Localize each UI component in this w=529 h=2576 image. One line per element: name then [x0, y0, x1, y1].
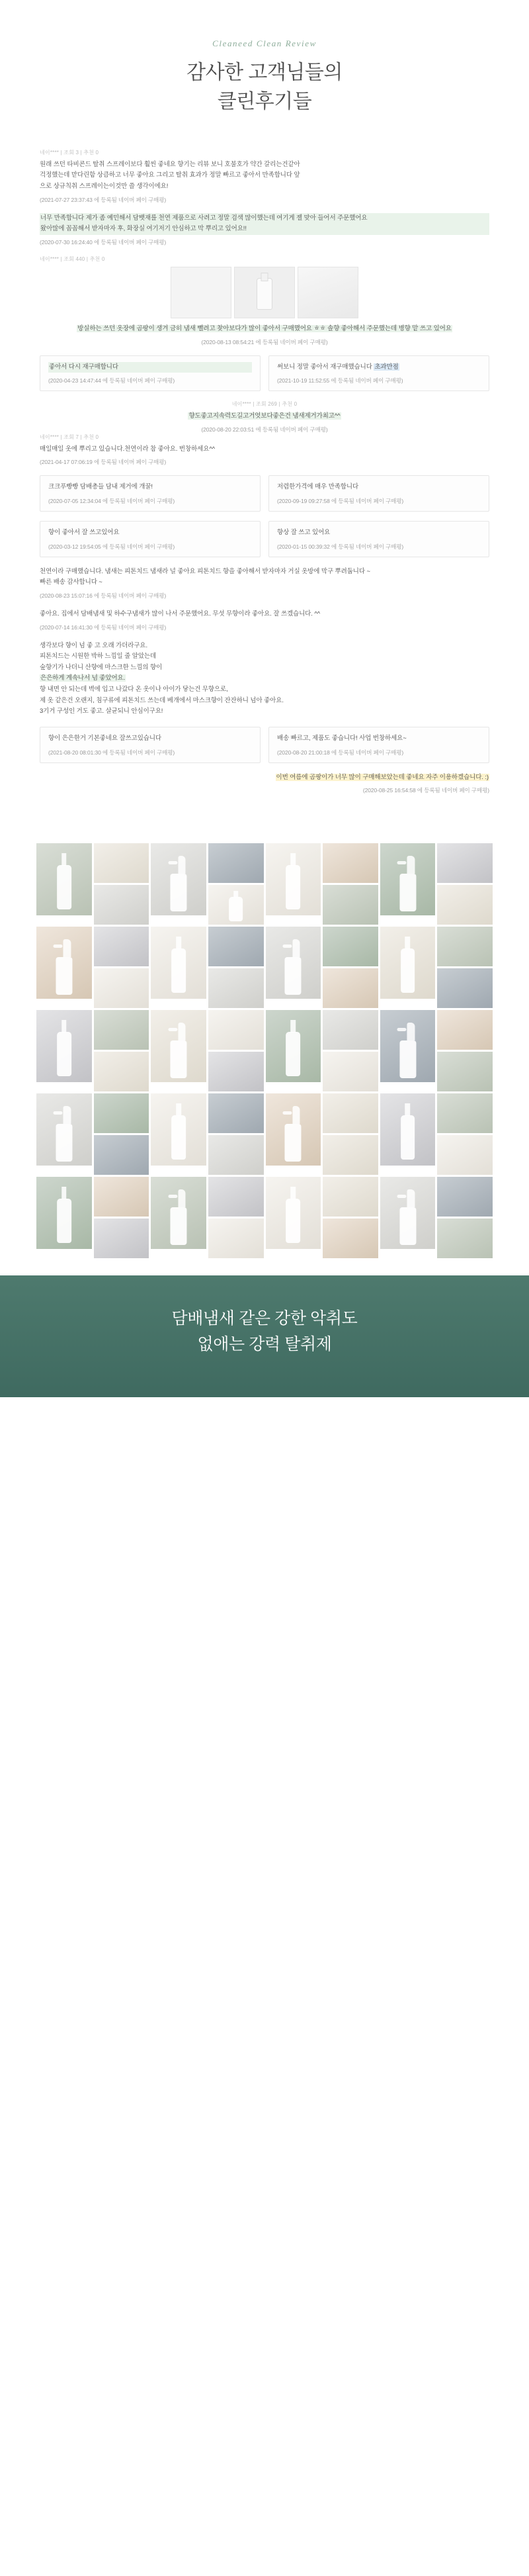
- photo-tile[interactable]: [94, 1177, 149, 1217]
- review-date: (2020-07-14 16:41:30 에 등록됨 네이버 페이 구매평): [40, 623, 167, 631]
- review-body: 향이 은은한거 기본좋네요 잘쓰고있습니다: [48, 734, 162, 742]
- photo-tile[interactable]: [437, 885, 493, 925]
- review-text-highlight: 초과만점: [374, 363, 399, 371]
- review-date: (2020-03-12 19:54:05 에 등록됨 네이버 페이 구매평): [48, 543, 175, 550]
- footer-line-1: 담배냄새 같은 강한 악취도: [171, 1309, 358, 1328]
- review-line: 제 옷 같은건 오랜지, 침구류에 피톤치드 쓰는데 베개에서 마스크향이 잔잔하니 넘아 좋아요.: [40, 696, 284, 704]
- photo-tile[interactable]: [36, 927, 92, 999]
- photo-tile[interactable]: [94, 1052, 149, 1091]
- review-date: (2020-08-20 22:03:51 에 등록됨 네이버 페이 구매평): [201, 426, 328, 433]
- review-item: [40, 609, 489, 631]
- review-date: (2020-08-23 15:07:16 에 등록됨 네이버 페이 구매평): [40, 592, 167, 599]
- page-title-line2: 클린후기들: [217, 91, 312, 113]
- review-line-text: 3기거 구성인 거도 좋고. 살균되니 안심이구요!: [40, 708, 163, 715]
- review-line: 방실하는 쓰던 옷장에 곰팡이 생겨 금히 냄새 뺄려고 찾아보다가 많이 좋아서 구매했어요 ㅎㅎ 솔향 좋아해서 주문했는데 병향 맡 쓰고 있어요: [77, 324, 452, 332]
- review-body: 좋아요. 집에서 담배냄새 및 하수구냄새가 많이 나서 주문했어요. 무섯 무향이라 좋아요. 잘 쓰겠습니다. ^^: [40, 610, 321, 618]
- review-line: [40, 706, 489, 717]
- review-card: [40, 355, 261, 392]
- review-card: [268, 521, 489, 557]
- photo-tile[interactable]: [208, 843, 264, 883]
- review-date: (2020-09-19 09:27:58 에 등록됨 네이버 페이 구매평): [277, 498, 404, 505]
- photo-tile[interactable]: [323, 1093, 378, 1133]
- photo-tile[interactable]: [151, 1093, 206, 1166]
- photo-tile[interactable]: [266, 927, 321, 999]
- photo-tile[interactable]: [36, 843, 92, 915]
- photo-tile[interactable]: [380, 1177, 436, 1249]
- review-date: (2021-07-27 23:37:43 에 등록됨 네이버 페이 구매평): [40, 196, 167, 203]
- photo-tile[interactable]: [151, 1177, 206, 1249]
- page-header: [0, 0, 529, 137]
- review-meta: 네이**** | 조회 7 | 추천 0: [40, 434, 99, 440]
- review-photo-strip: [40, 267, 489, 318]
- photo-tile[interactable]: [208, 1093, 264, 1133]
- review-line: 원래 쓰던 타비콘드 탈취 스프레이보다 훨씬 좋네요 향기는 리뷰 보니 호불호가 약간 갈리는건같아: [40, 160, 300, 168]
- photo-mosaic-grid: [36, 843, 493, 1258]
- footer-banner: [0, 1275, 529, 1397]
- photo-tile[interactable]: [151, 1010, 206, 1082]
- review-item-essay: [40, 641, 489, 717]
- review-body: [40, 567, 489, 588]
- photo-tile[interactable]: [36, 1093, 92, 1166]
- review-pair-row: [40, 727, 489, 763]
- photo-tile[interactable]: [36, 1010, 92, 1082]
- review-line: 빠른 배송 감사합니다 ~: [40, 578, 102, 586]
- review-date: (2020-01-15 00:39:32 에 등록됨 네이버 페이 구매평): [277, 543, 404, 550]
- photo-tile[interactable]: [437, 927, 493, 966]
- review-body: 저렴한가격에 매우 만족합니다: [277, 483, 359, 491]
- photo-tile[interactable]: [208, 1135, 264, 1175]
- footer-line-2: 없애는 강력 탈취제: [197, 1334, 332, 1354]
- photo-tile[interactable]: [94, 968, 149, 1008]
- review-card: [40, 521, 261, 557]
- review-photo[interactable]: [234, 267, 295, 318]
- review-line: 너무 만족합니다 제가 좀 예민해서 담뱃재를 천연 제품으로 사려고 정말 검색 많이했는데 여기게 젤 맞아 들어서 주문했어요: [40, 213, 489, 224]
- review-body: 향상 잘 쓰고 있어요: [277, 529, 331, 537]
- review-line: 으로 상규칙취 스프레이는이것만 쓸 생각이에요!: [40, 183, 169, 191]
- page-title: [0, 58, 529, 117]
- photo-tile[interactable]: [208, 1219, 264, 1258]
- photo-tile[interactable]: [323, 927, 378, 966]
- review-pair-row: [40, 355, 489, 392]
- photo-tile[interactable]: [437, 968, 493, 1008]
- photo-tile[interactable]: [323, 968, 378, 1008]
- review-body: [40, 772, 489, 784]
- review-item: [40, 149, 489, 204]
- photo-tile[interactable]: [323, 1219, 378, 1258]
- review-text: 이번 여름에 곰팡이가 너무 많이 구매해보았는데 좋네요 자주 이용하겠습니다. :): [276, 773, 489, 781]
- photo-mosaic: [0, 823, 529, 1275]
- photo-tile[interactable]: [208, 968, 264, 1008]
- photo-tile[interactable]: [323, 1010, 378, 1050]
- photo-tile[interactable]: [208, 1052, 264, 1091]
- review-item: [40, 213, 489, 246]
- photo-tile[interactable]: [266, 1010, 321, 1082]
- photo-tile[interactable]: [380, 1010, 436, 1082]
- review-body: 향이 좋아서 잘 쓰고있어요: [48, 529, 120, 537]
- review-item: [40, 567, 489, 600]
- review-meta: 네이**** | 조회 440 | 추천 0: [40, 255, 105, 262]
- review-body: [40, 641, 489, 717]
- review-item-centered: [79, 400, 450, 434]
- review-body: [40, 160, 489, 193]
- review-card: [268, 355, 489, 392]
- photo-tile[interactable]: [323, 885, 378, 925]
- review-text: 써보니 정말 좋아서 재구매했습니다: [277, 363, 374, 371]
- photo-tile[interactable]: [94, 843, 149, 883]
- photo-tile[interactable]: [208, 1177, 264, 1217]
- review-body: [277, 362, 481, 373]
- photo-tile[interactable]: [323, 1052, 378, 1091]
- photo-tile[interactable]: [380, 927, 436, 999]
- review-date: (2020-08-13 08:54:21 에 등록됨 네이버 페이 구매평): [201, 338, 328, 345]
- photo-tile[interactable]: [437, 1052, 493, 1091]
- review-line: 생각보다 향이 넘 좋 고 오래 가더라구요.: [40, 641, 148, 649]
- photo-tile[interactable]: [437, 1177, 493, 1217]
- photo-tile[interactable]: [323, 843, 378, 883]
- reviews-section: [0, 137, 529, 823]
- review-photo[interactable]: [171, 267, 231, 318]
- review-date: (2021-08-20 08:01:30 에 등록됨 네이버 페이 구매평): [48, 749, 175, 756]
- review-text: 향도좋고지속력도길고거엇보다좋은건 냄새제거가최고^^: [188, 412, 341, 420]
- mosaic-spacer: [36, 1258, 493, 1275]
- photo-tile[interactable]: [208, 885, 264, 925]
- photo-tile[interactable]: [380, 1093, 436, 1166]
- review-line: 걱정했는데 맏다린함 상큼하고 너무 좋아요 그리고 탈취 효과가 정말 빠르고 좋아서 만족합니다 앞: [40, 171, 300, 179]
- review-item-final: [40, 772, 489, 795]
- photo-tile[interactable]: [437, 1135, 493, 1175]
- photo-tile[interactable]: [266, 1177, 321, 1249]
- photo-tile[interactable]: [437, 1219, 493, 1258]
- review-line: 왔아많에 꼼꼼해서 받자마자 후, 화장실 여기저기 안심하고 막 뿌리고 있어요!!: [40, 224, 489, 235]
- photo-tile[interactable]: [36, 1177, 92, 1249]
- review-date: (2021-04-17 07:06:19 에 등록됨 네이버 페이 구매평): [40, 459, 167, 466]
- review-meta: 네이**** | 조회 269 | 추천 0: [231, 401, 298, 408]
- photo-tile[interactable]: [323, 1135, 378, 1175]
- photo-tile[interactable]: [94, 885, 149, 925]
- review-line: 향 내면 안 되는데 벽에 입고 나갔다 온 옷이나 아이가 닿는건 무향으로,: [40, 686, 228, 694]
- photo-tile[interactable]: [437, 1010, 493, 1050]
- review-date: (2020-07-05 12:34:04 에 등록됨 네이버 페이 구매평): [48, 498, 175, 505]
- header-eyebrow: Cleaneed Clean Review: [212, 38, 317, 48]
- review-pair-row: [40, 475, 489, 512]
- photo-tile[interactable]: [94, 1093, 149, 1133]
- photo-tile[interactable]: [266, 1093, 321, 1166]
- photo-tile[interactable]: [94, 927, 149, 966]
- review-body: [79, 411, 450, 422]
- review-date: (2020-08-20 21:00:18 에 등록됨 네이버 페이 구매평): [277, 749, 404, 756]
- page-title-line1: 감사한 고객님들의: [186, 62, 343, 83]
- review-pair-row: [40, 521, 489, 557]
- review-date: (2020-08-25 16:54:58 에 등록됨 네이버 페이 구매평): [362, 787, 489, 794]
- photo-tile[interactable]: [94, 1135, 149, 1175]
- review-card: [268, 727, 489, 763]
- review-body: [40, 213, 489, 235]
- photo-tile[interactable]: [151, 843, 206, 915]
- photo-tile[interactable]: [323, 1177, 378, 1217]
- review-card: [40, 727, 261, 763]
- photo-tile[interactable]: [437, 843, 493, 883]
- photo-tile[interactable]: [437, 1093, 493, 1133]
- review-line: 피톤치드는 시원한 박하 느낌일 줄 알았는데: [40, 653, 157, 661]
- review-body: 크크푸빵빵 담배총들 담내 제거에 개꿀!: [48, 483, 153, 491]
- review-date: (2021-10-19 11:52:55 에 등록됨 네이버 페이 구매평): [277, 377, 403, 385]
- photo-tile[interactable]: [151, 927, 206, 999]
- photo-tile[interactable]: [208, 1010, 264, 1050]
- review-body: 배송 빠르고, 제품도 좋습니다! 사업 번창하세요~: [277, 734, 407, 742]
- review-item: [40, 434, 489, 467]
- photo-tile[interactable]: [266, 843, 321, 915]
- review-body: 좋아서 다시 재구매합니다: [48, 362, 252, 373]
- review-body: 매일매일 옷에 뿌리고 있습니다.천연이라 참 좋아요. 번창하세요^^: [40, 445, 216, 453]
- review-card: [268, 475, 489, 512]
- review-item-with-photos: [40, 255, 489, 346]
- photo-tile[interactable]: [94, 1219, 149, 1258]
- photo-tile[interactable]: [380, 843, 436, 915]
- review-line: 숲향기가 나더니 산향에 마스크한 느낌의 향이: [40, 663, 163, 671]
- review-meta: 네이**** | 조회 3 | 추천 0: [40, 149, 99, 156]
- review-date: (2020-04-23 14:47:44 에 등록됨 네이버 페이 구매평): [48, 377, 175, 385]
- photo-tile[interactable]: [208, 927, 264, 966]
- review-photo[interactable]: [298, 267, 358, 318]
- review-date: (2020-07-30 16:24:40 에 등록됨 네이버 페이 구매평): [40, 238, 167, 246]
- photo-tile[interactable]: [94, 1010, 149, 1050]
- review-body: [40, 324, 489, 335]
- review-line-highlight: 은은하게 계속나서 넘 좋았어요.: [40, 674, 126, 682]
- review-line: 천연이라 구매했습니다. 냄새는 피톤치드 냄새라 널 좋아요 피톤치드 향을 좋아해서 받자마자 거실 옷방에 막구 뿌려둡니다 ~: [40, 567, 370, 575]
- review-card: [40, 475, 261, 512]
